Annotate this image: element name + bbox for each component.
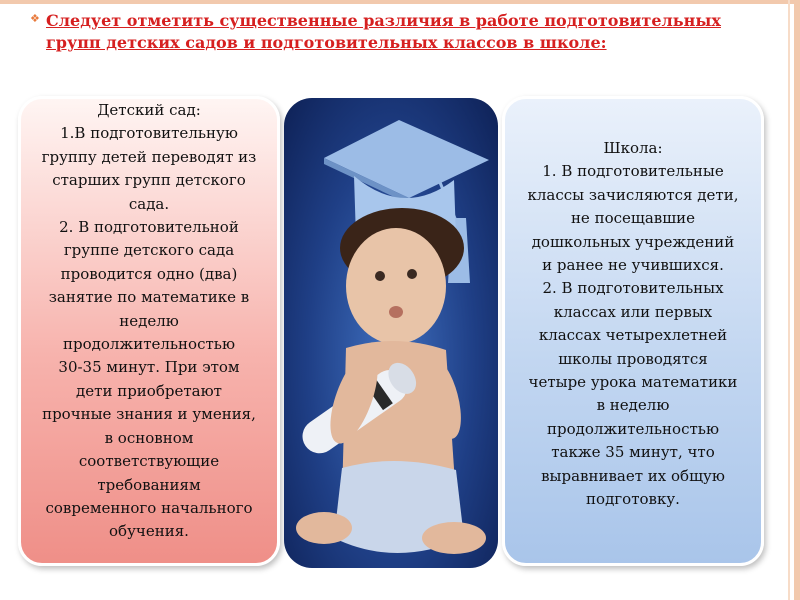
bullet-icon: ❖ [30,12,40,25]
text-line: дети приобретают [76,381,222,400]
text-line: 30-35 минут. При этом [58,358,240,377]
slide-frame-inner [788,0,790,600]
kindergarten-text [27,122,271,543]
text-line: выравнивает их общую [541,466,725,485]
text-line: классы зачисляются дети, [527,185,739,204]
baby-graduate-photo [284,98,498,568]
text-line: классах четырехлетней [538,326,728,345]
school-title: Школа: [603,139,663,157]
text-line: прочные знания и умения, [42,405,256,424]
text-line: проводится одно (два) [60,264,238,283]
text-line: современного начального [45,498,253,517]
text-line: 1. В подготовительные [542,162,724,181]
text-line: не посещавшие [570,209,696,228]
text-line: неделю [119,311,179,330]
text-line: требованиям [97,475,201,494]
school-text [511,160,755,511]
text-line: продолжительностью [62,335,236,354]
text-line: классах или первых [553,302,713,321]
text-line: школы проводятся [558,349,708,368]
text-line: четыре урока математики [528,373,738,392]
text-line: в неделю [596,396,670,415]
text-line: сада. [128,194,170,213]
text-line: группе детского сада [63,241,235,260]
text-line: обучения. [109,522,189,541]
slide-frame-top [0,0,800,4]
text-line: 2. В подготовительных [542,279,724,298]
text-line: соответствующие [78,452,220,471]
text-line: и ранее не учившихся. [542,256,724,275]
text-line: подготовку. [586,490,680,509]
text-line: в основном [104,428,194,447]
slide-heading: Следует отметить существенные различия в работе подготовительных групп детских садов и подготовительных классов в школе: [46,11,721,52]
text-line: продолжительностью [546,419,720,438]
slide-frame-right [794,0,800,600]
kindergarten-card [18,96,280,566]
school-card [502,96,764,566]
text-line: 1.В подготовительную [60,124,238,143]
text-line: группу детей переводят из [41,147,257,166]
kindergarten-title: Детский сад: [97,101,201,119]
baby-graduate-icon [284,98,498,568]
text-line: 2. В подготовительной [59,218,239,237]
text-line: дошкольных учреждений [531,232,735,251]
text-line: занятие по математике в [48,288,250,307]
text-line: старших групп детского [52,171,246,190]
text-line: также 35 минут, что [551,443,715,462]
